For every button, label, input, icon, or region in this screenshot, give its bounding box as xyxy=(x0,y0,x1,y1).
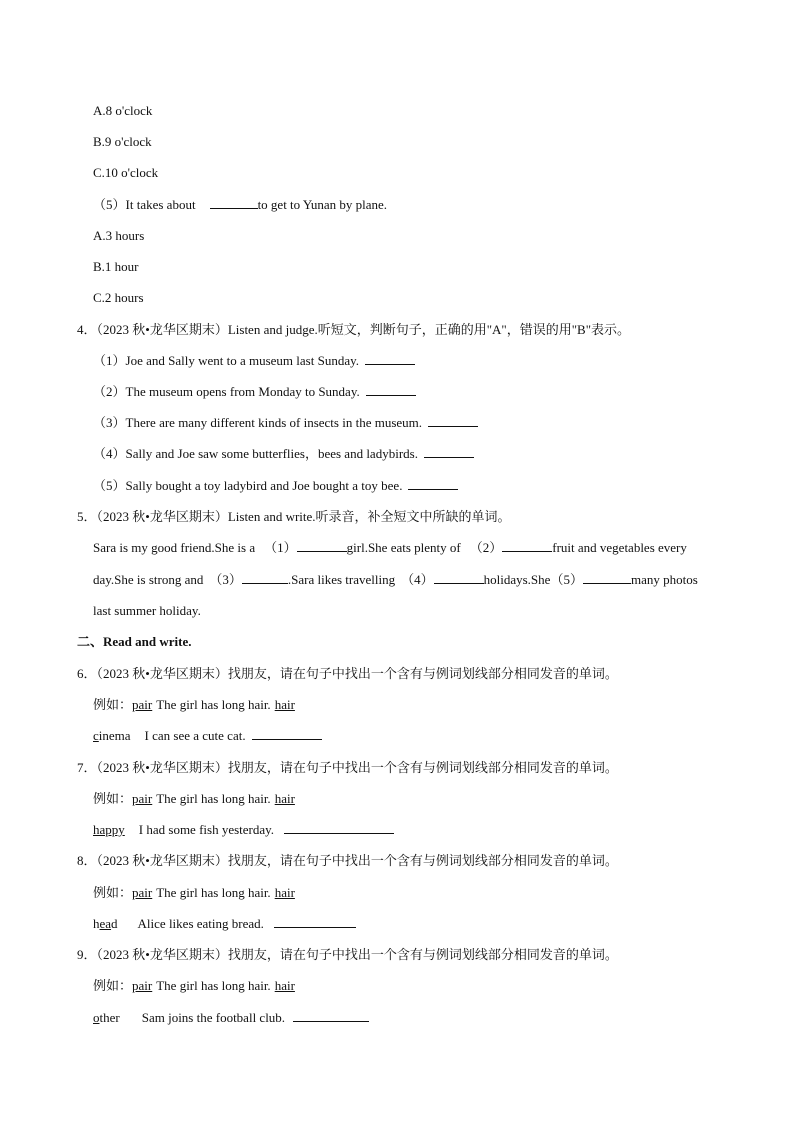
answer-blank[interactable] xyxy=(365,353,415,365)
judge-item xyxy=(93,478,458,494)
option-b: B.9 o'clock xyxy=(93,134,152,149)
sub-number: （5） xyxy=(93,478,126,493)
question-instruction: 找朋友，请在句子中找出一个含有与例词划线部分相同发音的单词。 xyxy=(227,760,618,775)
judge-item xyxy=(93,415,478,431)
passage-text: .Sara likes travelling xyxy=(287,572,396,587)
sub-number: （5） xyxy=(93,197,126,212)
question-source: （2023 秋•龙华区期末） xyxy=(96,666,228,681)
blank-number: （1） xyxy=(264,540,297,555)
sentence-after: to get to Yunan by plane. xyxy=(257,197,388,212)
task-line xyxy=(93,1010,369,1026)
question-instruction: 找朋友，请在句子中找出一个含有与例词划线部分相同发音的单词。 xyxy=(227,853,618,868)
example-label: 例如： xyxy=(93,885,133,900)
judge-sentence: Sally and Joe saw some butterflies，bees and ladybirds. xyxy=(125,446,418,461)
question-5-sentence xyxy=(93,197,387,213)
option-a: A.8 o'clock xyxy=(93,103,153,118)
answer-blank[interactable] xyxy=(297,540,347,552)
question-6-header xyxy=(77,666,618,682)
task-line xyxy=(93,916,356,932)
option-c: C.2 hours xyxy=(93,290,144,305)
task-line xyxy=(93,822,394,838)
question-source: （2023 秋•龙华区期末） xyxy=(96,853,228,868)
example-line xyxy=(93,791,295,807)
answer-blank[interactable] xyxy=(428,415,478,427)
example-answer: hair xyxy=(274,978,295,993)
example-word: pair xyxy=(132,978,153,993)
judge-sentence: Joe and Sally went to a museum last Sunday. xyxy=(125,353,360,368)
answer-blank[interactable] xyxy=(252,728,322,740)
passage-text: Sara is my good friend.She is a xyxy=(93,540,256,555)
target-word: h xyxy=(93,916,100,931)
section-title: 二、Read and write. xyxy=(77,634,192,649)
target-word-underlined: o xyxy=(93,1010,100,1025)
question-number: 9． xyxy=(77,947,97,962)
blank-number: （5） xyxy=(550,572,583,587)
task-line xyxy=(93,728,322,744)
answer-blank[interactable] xyxy=(408,478,458,490)
answer-blank[interactable] xyxy=(210,197,258,209)
judge-sentence: The museum opens from Monday to Sunday. xyxy=(125,384,360,399)
answer-blank[interactable] xyxy=(424,446,474,458)
blank-number: （3） xyxy=(209,572,242,587)
task-sentence: I can see a cute cat. xyxy=(144,728,246,743)
target-word: d xyxy=(111,916,118,931)
passage-line: last summer holiday. xyxy=(93,603,201,618)
target-word-underlined: ea xyxy=(99,916,112,931)
example-answer: hair xyxy=(274,791,295,806)
answer-blank[interactable] xyxy=(434,572,484,584)
judge-item xyxy=(93,384,416,400)
example-line xyxy=(93,697,295,713)
question-4-header xyxy=(77,322,630,338)
example-answer: hair xyxy=(274,885,295,900)
judge-sentence: There are many different kinds of insects in the museum. xyxy=(125,415,423,430)
example-line xyxy=(93,978,295,994)
question-number: 6． xyxy=(77,666,97,681)
sub-number: （2） xyxy=(93,384,126,399)
sentence-before: It takes about xyxy=(125,197,196,212)
question-instruction: 找朋友，请在句子中找出一个含有与例词划线部分相同发音的单词。 xyxy=(227,666,618,681)
answer-blank[interactable] xyxy=(242,572,288,584)
passage-text: day.She is strong and xyxy=(93,572,204,587)
judge-item xyxy=(93,446,474,462)
example-word: pair xyxy=(132,791,153,806)
blank-number: （4） xyxy=(401,572,434,587)
question-instruction: 找朋友，请在句子中找出一个含有与例词划线部分相同发音的单词。 xyxy=(227,947,618,962)
question-instruction: Listen and write.听录音，补全短文中所缺的单词。 xyxy=(227,509,511,524)
judge-item xyxy=(93,353,415,369)
passage-text: many photos xyxy=(630,572,698,587)
example-answer: hair xyxy=(274,697,295,712)
example-word: pair xyxy=(132,885,153,900)
question-number: 8． xyxy=(77,853,97,868)
sub-number: （1） xyxy=(93,353,126,368)
question-9-header xyxy=(77,947,618,963)
passage-line xyxy=(93,540,687,556)
answer-blank[interactable] xyxy=(583,572,631,584)
blank-number: （2） xyxy=(469,540,503,555)
answer-blank[interactable] xyxy=(293,1010,369,1022)
question-source: （2023 秋•龙华区期末） xyxy=(96,947,228,962)
target-word-underlined: happy xyxy=(93,822,125,837)
question-5-header xyxy=(77,509,511,525)
answer-blank[interactable] xyxy=(274,916,356,928)
question-instruction: Listen and judge.听短文，判断句子，正确的用"A"，错误的用"B"表示。 xyxy=(227,322,631,337)
question-source: （2023 秋•龙华区期末） xyxy=(96,509,228,524)
question-source: （2023 秋•龙华区期末） xyxy=(96,760,228,775)
target-word-underlined: c xyxy=(93,728,99,743)
question-number: 7． xyxy=(77,760,97,775)
option-c: C.10 o'clock xyxy=(93,165,159,180)
answer-blank[interactable] xyxy=(502,540,552,552)
question-8-header xyxy=(77,853,618,869)
sub-number: （4） xyxy=(93,446,126,461)
task-sentence: I had some fish yesterday. xyxy=(138,822,275,837)
passage-line xyxy=(93,572,698,588)
example-label: 例如： xyxy=(93,697,133,712)
option-b: B.1 hour xyxy=(93,259,139,274)
task-sentence: Sam joins the football club. xyxy=(141,1010,286,1025)
answer-blank[interactable] xyxy=(366,384,416,396)
passage-text: holidays.She xyxy=(483,572,551,587)
example-sentence: The girl has long hair. xyxy=(156,697,271,712)
question-source: （2023 秋•龙华区期末） xyxy=(96,322,228,337)
target-word: inema xyxy=(98,728,131,743)
example-sentence: The girl has long hair. xyxy=(156,791,271,806)
question-number: 4． xyxy=(77,322,97,337)
example-sentence: The girl has long hair. xyxy=(156,885,271,900)
example-label: 例如： xyxy=(93,791,133,806)
example-sentence: The girl has long hair. xyxy=(156,978,271,993)
passage-text: fruit and vegetables every xyxy=(552,540,687,555)
judge-sentence: Sally bought a toy ladybird and Joe bought a toy bee. xyxy=(125,478,403,493)
example-label: 例如： xyxy=(93,978,133,993)
sub-number: （3） xyxy=(93,415,126,430)
question-number: 5． xyxy=(77,509,97,524)
option-a: A.3 hours xyxy=(93,228,145,243)
example-word: pair xyxy=(132,697,153,712)
task-sentence: Alice likes eating bread. xyxy=(137,916,264,931)
example-line xyxy=(93,885,295,901)
question-7-header xyxy=(77,760,618,776)
answer-blank[interactable] xyxy=(284,822,394,834)
passage-text: girl.She eats plenty of xyxy=(346,540,461,555)
target-word: ther xyxy=(99,1010,120,1025)
